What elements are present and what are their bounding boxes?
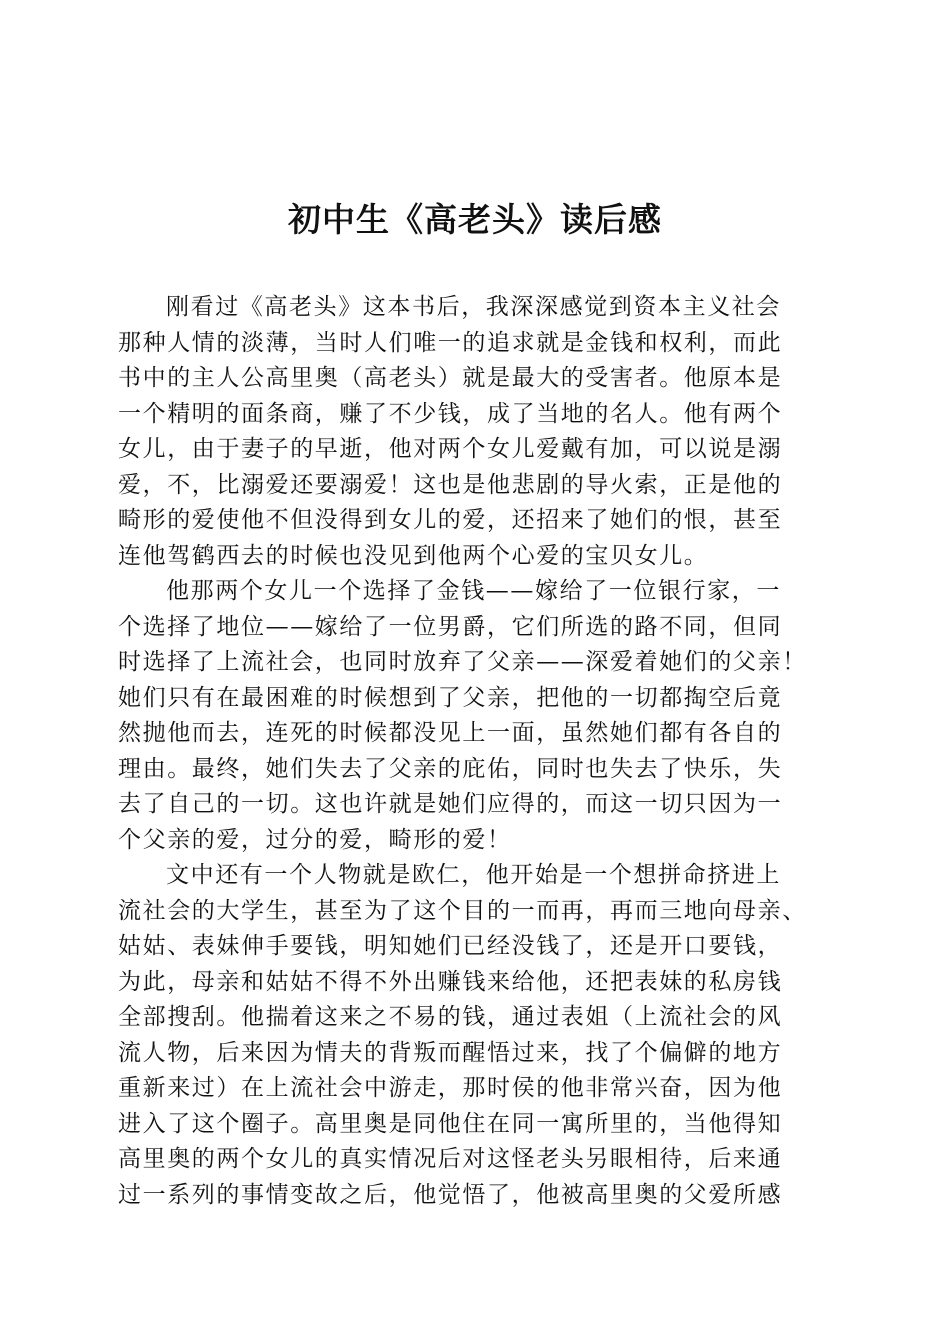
text-line: 连他驾鹤西去的时候也没见到他两个心爱的宝贝女儿。 bbox=[118, 542, 709, 569]
essay-body bbox=[118, 290, 830, 1213]
text-line: 女儿，由于妻子的早逝，他对两个女儿爱戴有加，可以说是溺 bbox=[118, 436, 783, 462]
text-line: 姑姑、表妹伸手要钱，明知她们已经没钱了，还是开口要钱， bbox=[118, 933, 783, 959]
paragraph-first-line: 刚看过《高老头》这本书后，我深深感觉到资本主义社会 bbox=[166, 294, 781, 320]
paragraph-first-line: 文中还有一个人物就是欧仁，他开始是一个想拼命挤进上 bbox=[166, 862, 781, 888]
page-title: 初中生《高老头》读后感 bbox=[288, 200, 662, 239]
paragraph-first-line: 他那两个女儿一个选择了金钱——嫁给了一位银行家，一 bbox=[166, 578, 781, 604]
text-line: 过一系列的事情变故之后，他觉悟了，他被高里奥的父爱所感 bbox=[118, 1181, 783, 1208]
text-line: 那种人情的淡薄，当时人们唯一的追求就是金钱和权利，而此 bbox=[118, 329, 783, 356]
text-line: 去了自己的一切。这也许就是她们应得的，而这一切只因为一 bbox=[118, 791, 783, 817]
text-line: 然抛他而去，连死的时候都没见上一面，虽然她们都有各自的 bbox=[118, 720, 783, 746]
text-line: 时选择了上流社会，也同时放弃了父亲——深爱着她们的父亲！ bbox=[118, 649, 807, 675]
text-line: 流人物，后来因为情夫的背叛而醒悟过来，找了个偏僻的地方 bbox=[118, 1039, 783, 1066]
text-line: 书中的主人公高里奥（高老头）就是最大的受害者。他原本是 bbox=[118, 365, 783, 391]
text-line: 她们只有在最困难的时候想到了父亲，把他的一切都掏空后竟 bbox=[118, 684, 783, 711]
text-line: 个选择了地位——嫁给了一位男爵，它们所选的路不同，但同 bbox=[118, 613, 783, 640]
text-line: 流社会的大学生，甚至为了这个目的一而再，再而三地向母亲、 bbox=[118, 897, 807, 924]
text-line: 一个精明的面条商，赚了不少钱，成了当地的名人。他有两个 bbox=[118, 400, 783, 427]
text-line: 高里奥的两个女儿的真实情况后对这怪老头另眼相待，后来通 bbox=[118, 1146, 783, 1172]
text-line: 全部搜刮。他揣着这来之不易的钱，通过表姐（上流社会的风 bbox=[118, 1004, 783, 1030]
text-line: 理由。最终，她们失去了父亲的庇佑，同时也失去了快乐，失 bbox=[118, 755, 783, 782]
text-line: 个父亲的爱，过分的爱，畸形的爱！ bbox=[118, 826, 512, 853]
text-line: 爱，不，比溺爱还要溺爱！这也是他悲剧的导火索，正是他的 bbox=[118, 471, 783, 498]
text-line: 重新来过）在上流社会中游走，那时侯的他非常兴奋，因为他 bbox=[118, 1075, 783, 1101]
text-line: 进入了这个圈子。高里奥是同他住在同一寓所里的，当他得知 bbox=[118, 1110, 783, 1137]
text-line: 为此，母亲和姑姑不得不外出赚钱来给他，还把表妹的私房钱 bbox=[118, 968, 783, 995]
text-line: 畸形的爱使他不但没得到女儿的爱，还招来了她们的恨，甚至 bbox=[118, 507, 783, 533]
